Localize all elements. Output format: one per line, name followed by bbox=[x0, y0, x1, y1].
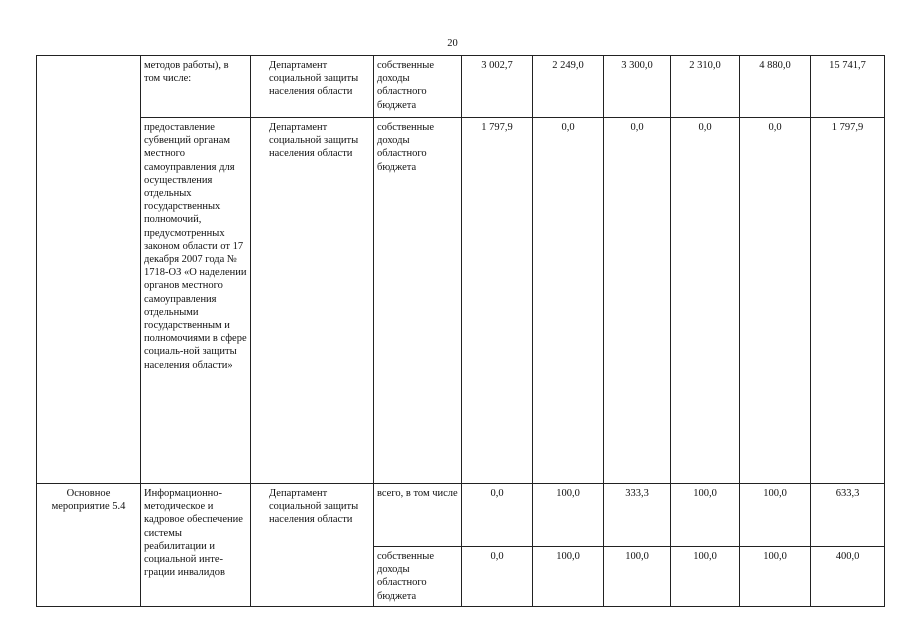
value-total: 633,3 bbox=[811, 484, 885, 547]
table-row bbox=[37, 118, 885, 484]
value-2015: 0,0 bbox=[533, 118, 604, 484]
value-2014: 1 797,9 bbox=[462, 118, 533, 484]
value-2018: 100,0 bbox=[740, 547, 811, 607]
value-2018: 0,0 bbox=[740, 118, 811, 484]
executor-cell: Департамент социальной защиты населения области bbox=[251, 484, 374, 607]
name-cell: Информационно-методическое и кадровое обеспечение системы реабилитации и социальной инте-грации инвалидов bbox=[141, 484, 251, 607]
executor-cell: Департамент социальной защиты населения области bbox=[251, 118, 374, 484]
value-2014: 3 002,7 bbox=[462, 56, 533, 118]
source-cell: собственные доходы областного бюджета bbox=[374, 118, 462, 484]
value-2016: 0,0 bbox=[604, 118, 671, 484]
event-cell-empty bbox=[37, 56, 141, 484]
source-cell: собственные доходы областного бюджета bbox=[374, 547, 462, 607]
value-2015: 2 249,0 bbox=[533, 56, 604, 118]
value-total: 1 797,9 bbox=[811, 118, 885, 484]
name-cell: предоставление субвенций органам местного самоуправления для осуществления отдельных государственных полномочий, предусмотренных законом области от 17 декабря 2007 года № 1718-ОЗ «О наделении органов местного самоуправления отдельными государственным и полномочиями в сфере социаль-ной защиты населения области» bbox=[141, 118, 251, 484]
page-number: 20 bbox=[447, 38, 458, 49]
value-2017: 100,0 bbox=[671, 484, 740, 547]
value-2015: 100,0 bbox=[533, 547, 604, 607]
value-2015: 100,0 bbox=[533, 484, 604, 547]
event-cell: Основное мероприятие 5.4 bbox=[37, 484, 141, 607]
value-2018: 100,0 bbox=[740, 484, 811, 547]
value-2017: 100,0 bbox=[671, 547, 740, 607]
table-row bbox=[37, 484, 885, 547]
name-cell: методов работы), в том числе: bbox=[141, 56, 251, 118]
value-2014: 0,0 bbox=[462, 547, 533, 607]
value-total: 15 741,7 bbox=[811, 56, 885, 118]
value-2016: 3 300,0 bbox=[604, 56, 671, 118]
source-cell: собственные доходы областного бюджета bbox=[374, 56, 462, 118]
table-row bbox=[37, 56, 885, 118]
value-2016: 100,0 bbox=[604, 547, 671, 607]
value-2017: 0,0 bbox=[671, 118, 740, 484]
budget-table bbox=[36, 55, 885, 607]
value-2018: 4 880,0 bbox=[740, 56, 811, 118]
value-2017: 2 310,0 bbox=[671, 56, 740, 118]
source-cell: всего, в том числе bbox=[374, 484, 462, 547]
value-2014: 0,0 bbox=[462, 484, 533, 547]
executor-cell: Департамент социальной защиты населения области bbox=[251, 56, 374, 118]
value-2016: 333,3 bbox=[604, 484, 671, 547]
value-total: 400,0 bbox=[811, 547, 885, 607]
